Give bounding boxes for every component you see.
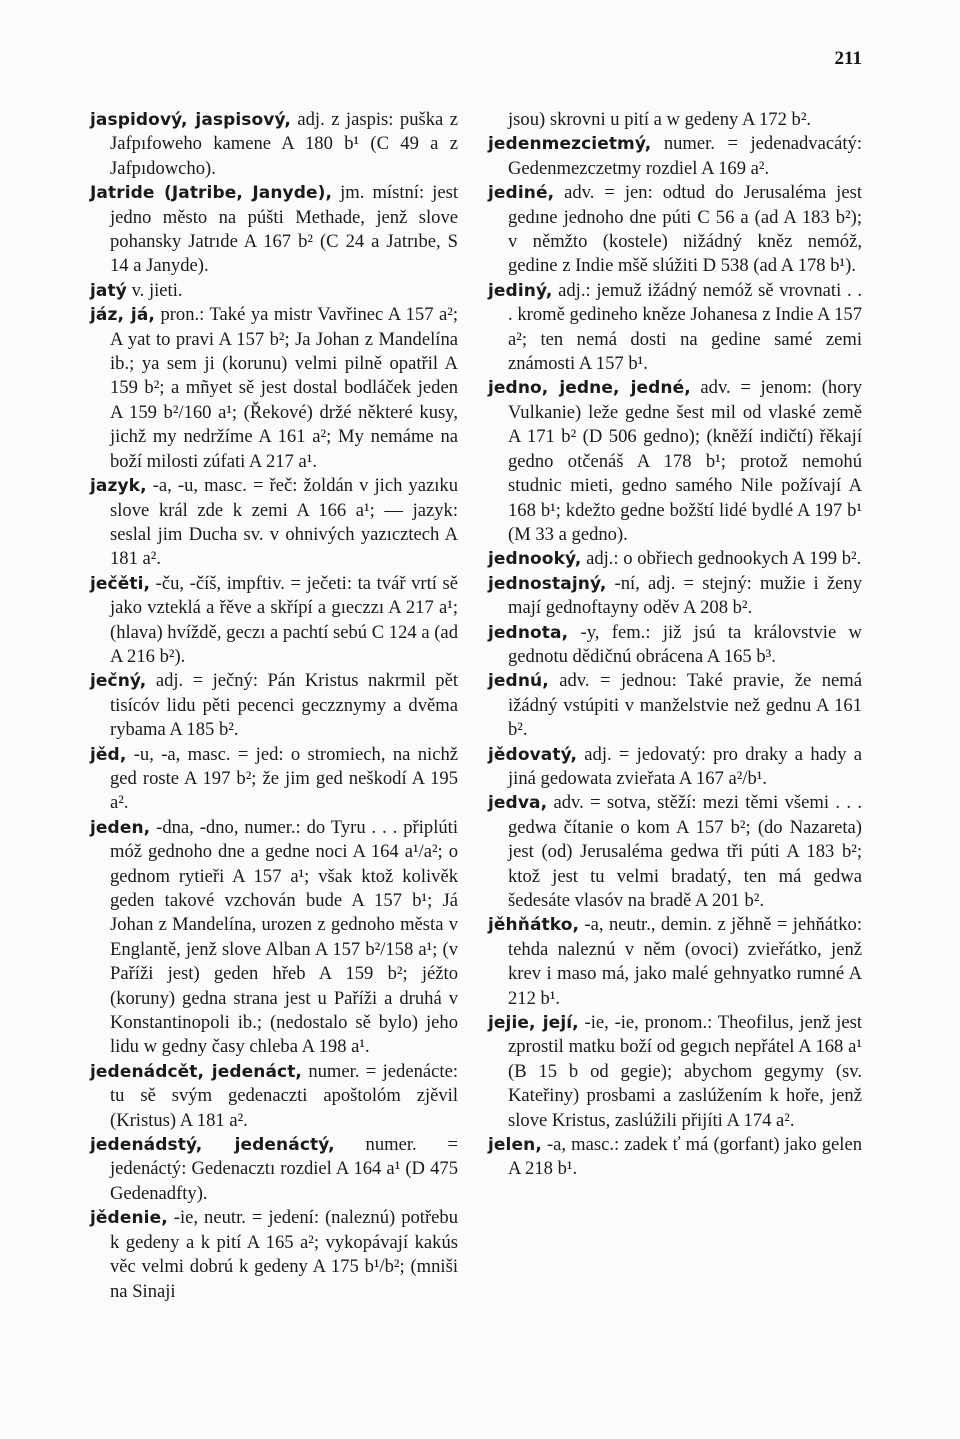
entry-headword: jediné, [488,183,555,204]
entry-headword: jelen, [488,1135,542,1156]
dictionary-entry [488,621,862,670]
dictionary-entry [90,1133,458,1206]
page-number: 211 [834,48,862,69]
entry-text: adv. = jednou: Také pravie, že nemá ižádný vstúpiti v manželstvie než gednu A 161 b². [508,670,862,741]
entry-headword: jatý [90,280,127,301]
dictionary-entry [90,181,458,279]
entry-headword: jejie, její, [488,1013,579,1034]
entry-headword: jediný, [488,280,553,301]
dictionary-entry [90,474,458,572]
entry-headword: jednú, [488,671,549,692]
entry-text: v. jieti. [126,279,183,301]
entry-text: jm. místní: jest jedno město na púšti Methade, jenž slove pohansky Jatrıde A 167 b² (C 24 a Jatrıbe, S 14 a Janyde). [110,182,458,277]
dictionary-entry [488,1133,862,1182]
dictionary-entry [90,669,458,742]
dictionary-entry [90,108,458,181]
dictionary-entry [488,181,862,279]
entry-text: adv. = jenom: (hory Vulkanie) leže gedne šest mil od vlaské země A 171 b² (D 506 gedno); (kněží indičtí) řěkají gedno otčenáš A 178 b¹; protož nemohú studnic mieti, gedno saméhо Nile požívají A 168 b¹; kdežto gedne božští lidé bydlé A 197 b¹ (M 33 a gedno). [508,377,862,545]
entry-headword: jáz, já, [90,305,155,326]
entry-text: numer. = jedenadvacátý: Gedenmezczetmy rozdiel A 169 a². [508,133,862,179]
entry-text: -dna, -dno, numer.: do Tyru . . . připlúti móž gednoho dne a gedne noci A 164 a¹/a²; o gednom rytieři A 157 a¹; však ktož kolivěk geden takové vzchován bude A 157 b¹; Já Johan z Mandelína, urozen z gednoho města v Englantě, jenž slove Alban A 157 b²/158 a¹; (v Paříži jest) geden hřeb A 159 b²; jéžto (koruny) gedna strana jest u Paříži a druhá v Konstantinopoli ib.; (nedostalo sě bylo) jeho lidu w gedny časy chleba A 198 a¹. [110,816,458,1058]
entry-text: adv. = sotva, stěží: mezi těmi všemi . . . gedwa čítanie o kom A 157 b²; (do Nazareta) jest (od) Jerusaléma gedwa tři púti A 183 b²; ktož jest tu velmi bradatý, ten má gedwa šedesáte vlasóv na bradě A 201 b². [508,792,862,911]
entry-headword: jedenmezcietmý, [488,134,652,155]
entry-text: pron.: Také ya mistr Vavřinec A 157 a²; A yat to pravi A 157 b²; Ja Johan z Mandelína ib.; ya sem ji (korunu) velmi pilně opatřil A 159 b²; a mñyet sě jest dostal bodláček jeden A 159 b²/160 a¹; (Řekové) držé některé kusy, jichž my nedržíme A 161 a²; My nemáme na boží milosti zúfati A 217 a¹. [110,304,458,472]
entry-text: -ču, -číš, impftiv. = ječeti: ta tvář vrtí sě jako vzteklá a řěve a skřípí a gıeczzı A 217 a¹; (hlava) hvíždě, geczı a pachtí sebú C 124 a (ad A 216 b²). [110,572,458,667]
entry-headword: jednostajný, [488,573,607,594]
entry-headword: jěhňátko, [488,915,580,936]
entry-headword: jednooký, [488,549,582,570]
entry-headword: ječný, [90,671,147,692]
entry-text: -a, neutr., demin. z jěhně = jehňátko: tehda naleznú v něm (ovoci) zvieřátko, jenž krev i maso má, jako malé gehnyatko rumné A 212 b¹. [508,914,862,1009]
entry-headword: jedenádstý, jedenáctý, [90,1135,335,1156]
dictionary-entry [488,547,862,571]
entry-text: adj. z jaspis: puška z Jafpıfoweho kamene A 180 b¹ (C 49 a z Jafpıdowcho). [110,109,458,179]
dictionary-entry [488,376,862,547]
entry-text: numer. = jedenácte: tu sě svým gedenaczti apoštolóm zjěvil (Kristus) A 181 a². [110,1060,458,1131]
entry-text: -u, -a, masc. = jed: o stromiech, na nichž ged roste A 197 b²; že jim ged neškodí A 195 a². [110,743,458,814]
entry-text: adv. = jen: odtud do Jerusaléma jest gedıne jednoho dne púti C 56 a (ad A 183 b²); v němžto (kostele) nižádný kněz nemóž, gedine z Indie mšě slúžiti D 538 (ad A 178 b¹). [508,182,862,277]
entry-headword: jaspidový, jaspisový, [90,110,291,130]
dictionary-entry [488,791,862,913]
dictionary-entry [488,669,862,742]
entry-text: adj. = jedovatý: pro draky a hady a jiná gedowata zvieřata A 167 a²/b¹. [508,743,862,789]
entry-headword: jedva, [488,793,548,814]
left-column [90,108,458,1304]
entry-text: jsou) skrovni u pití a w gedeny A 172 b². [508,109,812,130]
entry-headword: Jatride (Jatribe, Janyde), [90,183,333,204]
entry-text: -a, -u, masc. = řeč: žoldán v jich yazıku slove král zde k zemi A 166 a¹; — jazyk: seslal jim Ducha sv. v ohnivých yazıcztech A 181 a². [110,475,458,570]
entry-text: adj.: jemuž ižádný nemóž sě vrovnati . . . kromě gedineho kněze Johanesa z Indie A 157 a²; ten nemá dosti na gedine samé zemi známosti A 157 b¹. [508,279,862,375]
dictionary-entry [488,279,862,377]
entry-text: adj. = ječný: Pán Kristus nakrmil pět tisícóv lidu pěti pecenci geczznymy a dvěma rybama A 185 b². [110,670,458,741]
entry-text: -ie, neutr. = jedení: (naleznú) potřebu k gedeny a k pití A 165 a²; vykopávají kakús věc velmi dobrú k gedeny A 175 b¹/b²; (mniši na Sinaji [110,1207,458,1302]
dictionary-entry [488,572,862,621]
dictionary-entry [488,108,862,132]
dictionary-entry [90,279,458,303]
dictionary-entry [90,1206,458,1304]
entry-headword: jědenie, [90,1208,168,1229]
entry-headword: jeden, [90,817,151,838]
dictionary-entry [90,816,458,1060]
dictionary-entry [90,1060,458,1133]
right-column [488,108,862,1182]
entry-text: -ie, -ie, pronom.: Theofilus, jenž jest zprostil matku boží od gegıch nepřátel A 168 a¹ (B 15 b od gegie); abychom gegymy (sv. Kateřiny) prosbami a zaslúžením k hoře, jenž slove Kristus, zaslúžili přijíti A 174 a². [508,1012,862,1131]
dictionary-entry [488,1011,862,1133]
dictionary-entry [488,132,862,181]
dictionary-entry [90,743,458,816]
entry-headword: jazyk, [90,476,147,497]
entry-text: -y, fem.: již jsú ta královstvie w gednotu dědičnú obrácena A 165 b³. [508,621,862,667]
entry-headword: jedno, jedne, jedné, [488,378,691,399]
entry-headword: jědovatý, [488,744,578,765]
dictionary-entry [90,572,458,670]
entry-headword: jěd, [90,744,127,765]
dictionary-entry [488,743,862,792]
entry-headword: jednota, [488,622,569,643]
entry-text: -a, masc.: zadek ť má (gorfant) jako gelen A 218 b¹. [508,1134,862,1180]
entry-text: -ní, adj. = stejný: mužie i ženy mají gednoftayny oděv A 208 b². [508,572,862,619]
dictionary-entry [488,913,862,1011]
entry-text: adj.: o obřiech gednookych A 199 b². [581,548,862,570]
entry-headword: ječěti, [90,573,151,594]
entry-text: numer. = jedenáctý: Gedenacztı rozdiel A 164 a¹ (D 475 Gedenadfty). [110,1134,458,1204]
entry-headword: jedenádcět, jedenáct, [90,1061,302,1082]
dictionary-entry [90,303,458,474]
